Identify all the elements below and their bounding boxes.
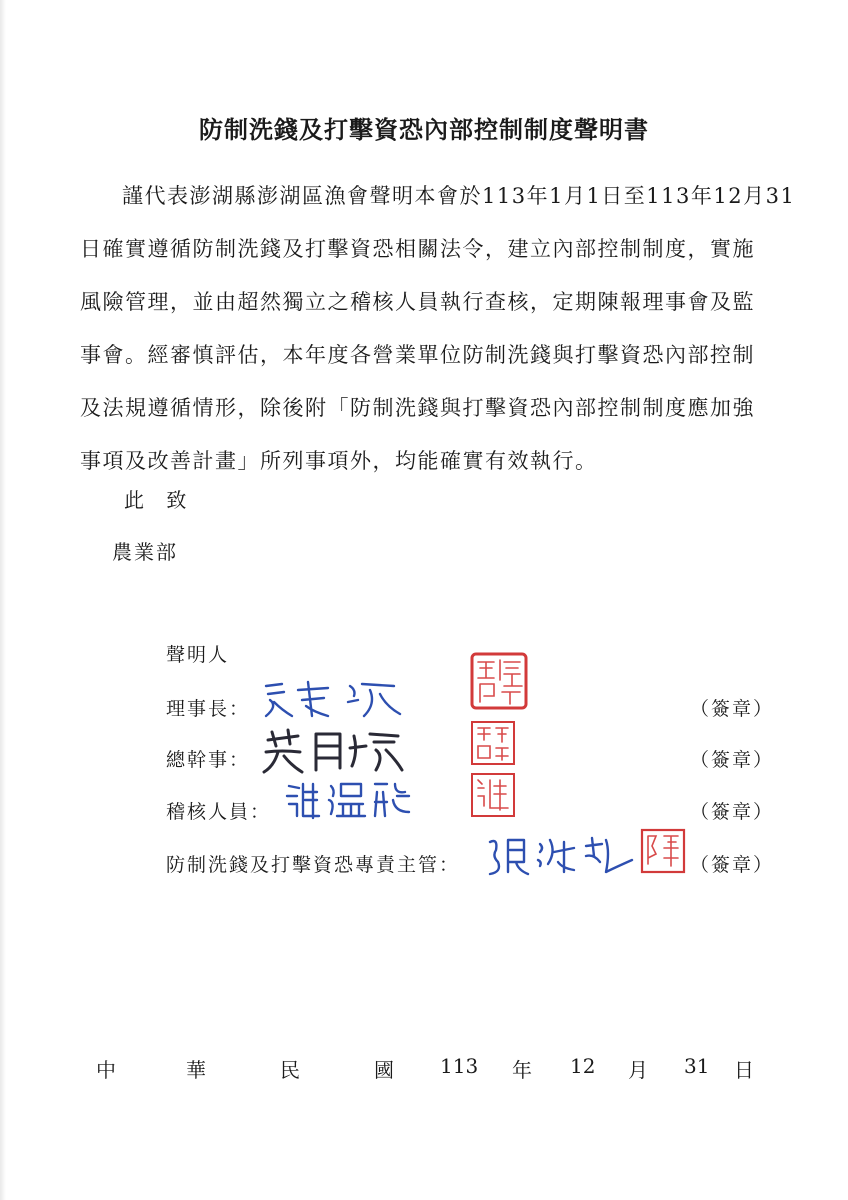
recipient: 農業部 [112,540,178,564]
document-title: 防制洗錢及打擊資恐內部控制制度聲明書 [199,115,649,144]
aml-officer-handwritten-signature [482,832,640,880]
general-manager-handwritten-signature [258,726,408,776]
date-day-unit: 日 [734,1058,754,1082]
date-month-unit: 月 [628,1058,648,1082]
declarant-label: 聲明人 [166,644,230,666]
scan-edge-shadow [0,0,6,1200]
roc-date [0,1054,848,1084]
chairman-handwritten-signature [258,676,408,722]
body-line: 日確實遵循防制洗錢及打擊資恐相關法令，建立內部控制制度，實施 [80,237,755,261]
body-line: 事項及改善計畫」所列事項外，均能確實有效執行。 [80,449,598,473]
association-seal-icon [470,652,528,710]
date-char: 華 [186,1058,206,1082]
auditor-sign-label: （簽章） [689,801,774,823]
body-line: 及法規遵循情形，除後附「防制洗錢與打擊資恐內部控制制度應加強 [80,396,755,420]
date-char: 民 [280,1058,300,1082]
date-year-unit: 年 [512,1058,532,1082]
body-line: 事會。經審慎評估，本年度各營業單位防制洗錢與打擊資恐內部控制 [80,343,755,367]
body-line: 風險管理，並由超然獨立之稽核人員執行查核，定期陳報理事會及監 [80,290,755,314]
date-char: 中 [96,1058,116,1082]
date-char: 國 [374,1058,394,1082]
auditor-role-label: 稽核人員： [166,801,272,823]
chairman-sign-label: （簽章） [689,698,774,720]
aml-officer-seal-icon [640,828,686,874]
general-manager-seal-icon [470,720,516,766]
date-month: 12 [570,1054,596,1078]
date-year: 113 [440,1054,479,1078]
general-manager-sign-label: （簽章） [689,749,774,771]
aml-officer-sign-label: （簽章） [689,854,774,876]
date-day: 31 [684,1054,710,1078]
auditor-handwritten-signature [283,778,415,822]
general-manager-role-label: 總幹事： [166,749,251,771]
aml-officer-role-label: 防制洗錢及打擊資恐專責主管： [166,854,461,876]
auditor-seal-icon [470,772,516,818]
closing-phrase: 此 致 [124,488,195,512]
chairman-role-label: 理事長： [166,698,251,720]
declaration-body [80,170,796,488]
body-line: 謹代表澎湖縣澎湖區漁會聲明本會於113年1月1日至113年12月31 [122,184,796,208]
